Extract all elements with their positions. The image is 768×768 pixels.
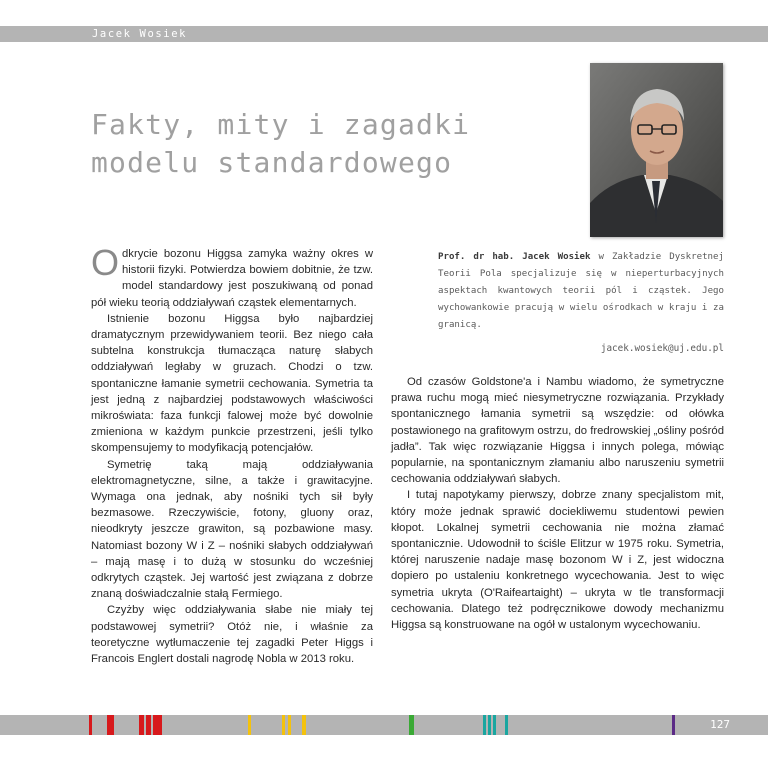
right-paragraph-1: Od czasów Goldstone'a i Nambu wiadomo, że symetryczne prawa ruchu mogą mieć niesymetryczne rozwiązania. Przykłady spontanicznego łamania symetrii są wszędzie: od ołówka postawionego na grafitowym ostrzu, do fredrowskiej „ośliny pośród jadła”. Tak więc rozwiązanie Higgsa i innych polega, mówiąc popularnie, na spontanicznym złamaniu albo naruszeniu symetrii cechowania oddziaływań słabych. (391, 376, 724, 486)
author-bio-name: Prof. dr hab. Jacek Wosiek (438, 252, 591, 262)
footer-stripe-red-3 (139, 715, 144, 735)
header-bar (0, 26, 768, 42)
footer-stripe-green-1 (409, 715, 414, 735)
portrait-photo-icon (590, 63, 723, 237)
author-bio (438, 249, 724, 334)
title-line-2: modelu standardowego (91, 146, 453, 179)
footer-stripe-red-4 (146, 715, 151, 735)
footer-stripe-yellow-3 (288, 715, 291, 735)
left-column (91, 242, 373, 667)
author-portrait-photo (590, 63, 723, 237)
footer-stripe-yellow-2 (282, 715, 285, 735)
footer-stripe-teal-3 (493, 715, 496, 735)
footer-stripe-red-2 (107, 715, 114, 735)
footer-stripe-red-1 (89, 715, 92, 735)
left-paragraph-1 (91, 242, 373, 311)
left-paragraph-2: Istnienie bozonu Higgsa było najbardziej dramatycznym przewidywaniem teorii. Bez niego cała subtelna konstrukcja tłumacząca naturę słabych oddziaływań ległaby w gruzach. Chodzi o tzw. spontaniczne łamanie symetrii cechowania. Symetria ta jest jedną z najbardziej podstawowych właściwości mikroświata: faza funkcji falowej może być dowolnie zmieniona w każdym punkcie przestrzeni, jeśli tylko skompensujemy to modyfikacją potencjałów. (91, 312, 373, 455)
right-paragraph-2: I tutaj napotykamy pierwszy, dobrze znany specjalistom mit, który może jednak sprawić dociekliwemu studentowi pewien kłopot. Lokalnej symetrii cechowania nie można złamać spontanicznie. Udowodnił to ściśle Elitzur w 1975 roku. Symetria, której naruszenie nadaje masę bozonom W i Z, jest widoczna dopiero po ustaleniu konkretnego wycechowania. Jest to więc symetria ukryta (O'Raifeartaight) – ukryta w tle transformacji cechowania. Dlatego też podręcznikowe dowody mechanizmu Higgsa są konstruowane na ogół w ustalonym wycechowaniu. (391, 489, 724, 632)
dropcap: O (91, 242, 120, 283)
footer-stripe-yellow-1 (248, 715, 251, 735)
left-paragraph-3: Symetrię taką mają oddziaływania elektromagnetyczne, silne, a także i grawitacyjne. Wymaga ona jednak, aby nośniki tych sił były bezmasowe. Rzeczywiście, fotony, gluony oraz, nieodkryty jeszcze grawiton, są pozbawione masy. Natomiast bozony W i Z – nośniki słabych oddziaływań – mają masę i to dużą w stosunku do wcześniej odkrytych cząstek. Jej wartość jest związana z dobrze znaną doświadczalnie stałą Fermiego. (91, 458, 373, 601)
article-title (91, 106, 511, 182)
footer-bar (0, 715, 768, 735)
footer-stripe-red-5 (153, 715, 162, 735)
left-paragraph-1-text: dkrycie bozonu Higgsa zamyka ważny okres w historii fizyki. Potwierdza bowiem dobitnie, że tzw. model standardowy jest poszukiwaną od ponad pół wieku teorią oddziaływań cząstek elementarnych. (91, 248, 373, 309)
footer-stripe-purple-1 (672, 715, 675, 735)
title-line-1: Fakty, mity i zagadki (91, 108, 471, 141)
footer-stripe-teal-4 (505, 715, 508, 735)
running-header-author: Jacek Wosiek (92, 28, 188, 40)
page-number: 127 (710, 718, 730, 731)
right-column (391, 374, 724, 633)
left-paragraph-4: Czyżby więc oddziaływania słabe nie miały tej podstawowej symetrii? Otóż nie, i właśnie za teoretyczne wytłumaczenie tej zagadki Peter Higgs i Francois Englert dostali nagrodę Nobla w 2013 roku. (91, 604, 373, 666)
footer-stripe-teal-2 (488, 715, 491, 735)
footer-stripe-yellow-4 (302, 715, 306, 735)
author-email[interactable]: jacek.wosiek@uj.edu.pl (600, 343, 724, 354)
author-bio-text: w Zakładzie Dyskretnej Teorii Pola specjalizuje się w nieperturbacyjnych aspektach kwantowych teorii pól i cząstek. Jego wychowankowie pracują w wielu ośrodkach w kraju i za granicą. (438, 252, 724, 330)
footer-stripe-teal-1 (483, 715, 486, 735)
